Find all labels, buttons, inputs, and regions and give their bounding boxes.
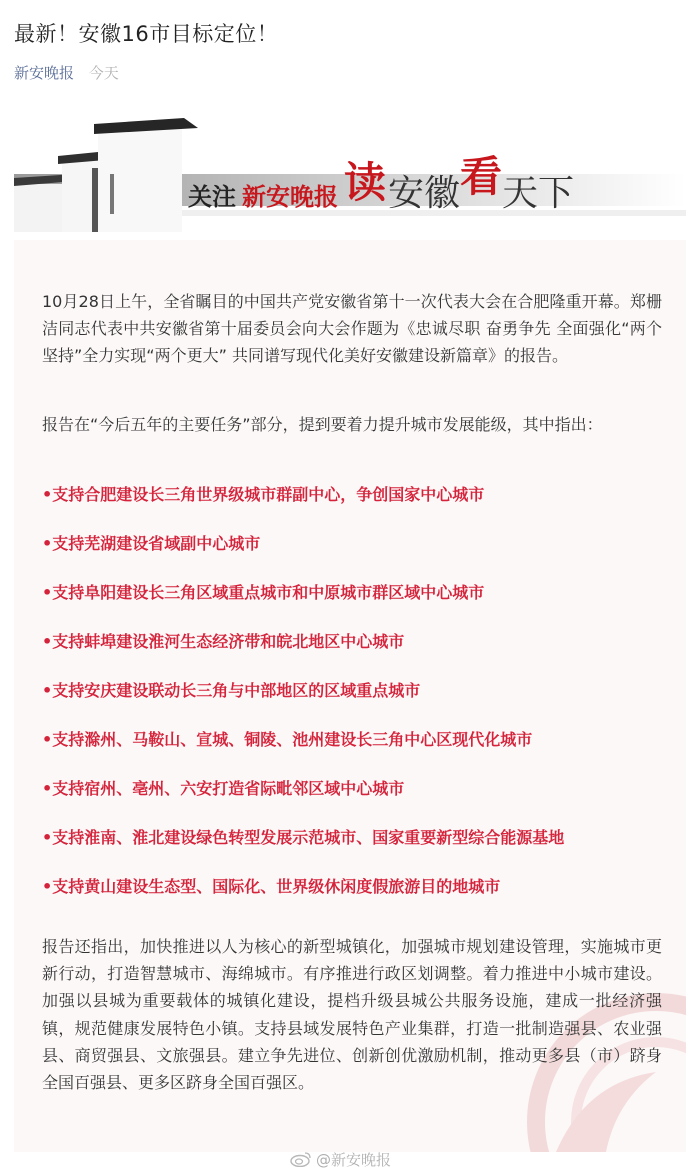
list-item: •支持淮南、淮北建设绿色转型发展示范城市、国家重要新型综合能源基地 (42, 828, 565, 847)
article-title: 最新！安徽16市目标定位！ (14, 22, 279, 46)
list-item: •支持安庆建设联动长三角与中部地区的区域重点城市 (42, 681, 421, 700)
paragraph-urbanization: 报告还指出，加快推进以人为核心的新型城镇化，加强城市规划建设管理，实施城市更新行动，打造智慧城市、海绵城市。有序推进行政区划调整。着力推进中小城市建设。加强以县城为重要载体的城镇化建设，提档升级县城公共服务设施，建成一批经济强镇，规范健康发展特色小镇。支持县域发展特色产业集群，打造一批制造强县、农业强县、商贸强县、文旅强县。建立争先进位、创新创优激励机制，推动更多县（市）跻身全国百强县、更多区跻身全国百强区。 (42, 937, 662, 1093)
banner-slogan (188, 152, 575, 218)
list-item: •支持滁州、马鞍山、宣城、铜陵、池州建设长三角中心区现代化城市 (42, 730, 533, 749)
banner-text-follow: 关注 (188, 182, 236, 211)
banner-text-world: 天下 (502, 173, 575, 214)
header-banner (14, 114, 686, 232)
list-item: •支持黄山建设生态型、国际化、世界级休闲度假旅游目的地城市 (42, 877, 501, 896)
banner-text-read: 读 (344, 158, 387, 207)
banner-text-see: 看 (460, 152, 503, 201)
banner-text-brand: 新安晚报 (242, 182, 338, 211)
list-item: •支持宿州、亳州、六安打造省际毗邻区域中心城市 (42, 779, 405, 798)
article-body (14, 240, 686, 1152)
banner-text-anhui: 安徽 (388, 173, 461, 214)
list-item: •支持蚌埠建设淮河生态经济带和皖北地区中心城市 (42, 632, 405, 651)
watermark-text: @新安晚报 (316, 1151, 392, 1169)
paragraph-tasks: 报告在“今后五年的主要任务”部分，提到要着力提升城市发展能级，其中指出： (42, 415, 603, 434)
weibo-watermark (290, 1149, 391, 1170)
weibo-icon (290, 1151, 312, 1167)
source-link[interactable]: 新安晚报 (14, 64, 75, 82)
article-meta (14, 62, 119, 83)
publish-date: 今天 (88, 64, 119, 82)
list-item: •支持芜湖建设省域副中心城市 (42, 534, 261, 553)
city-goal-list (42, 484, 672, 925)
list-item: •支持阜阳建设长三角区域重点城市和中原城市群区域中心城市 (42, 583, 485, 602)
paragraph-intro: 10月28日上午，全省瞩目的中国共产党安徽省第十一次代表大会在合肥隆重开幕。郑栅洁同志代表中共安徽省第十届委员会向大会作题为《忠诚尽职 奋勇争先 全面强化“两个坚持”全力实现“两个更大” 共同谱写现代化美好安徽建设新篇章》的报告。 (42, 292, 662, 366)
list-item: •支持合肥建设长三角世界级城市群副中心，争创国家中心城市 (42, 485, 485, 504)
